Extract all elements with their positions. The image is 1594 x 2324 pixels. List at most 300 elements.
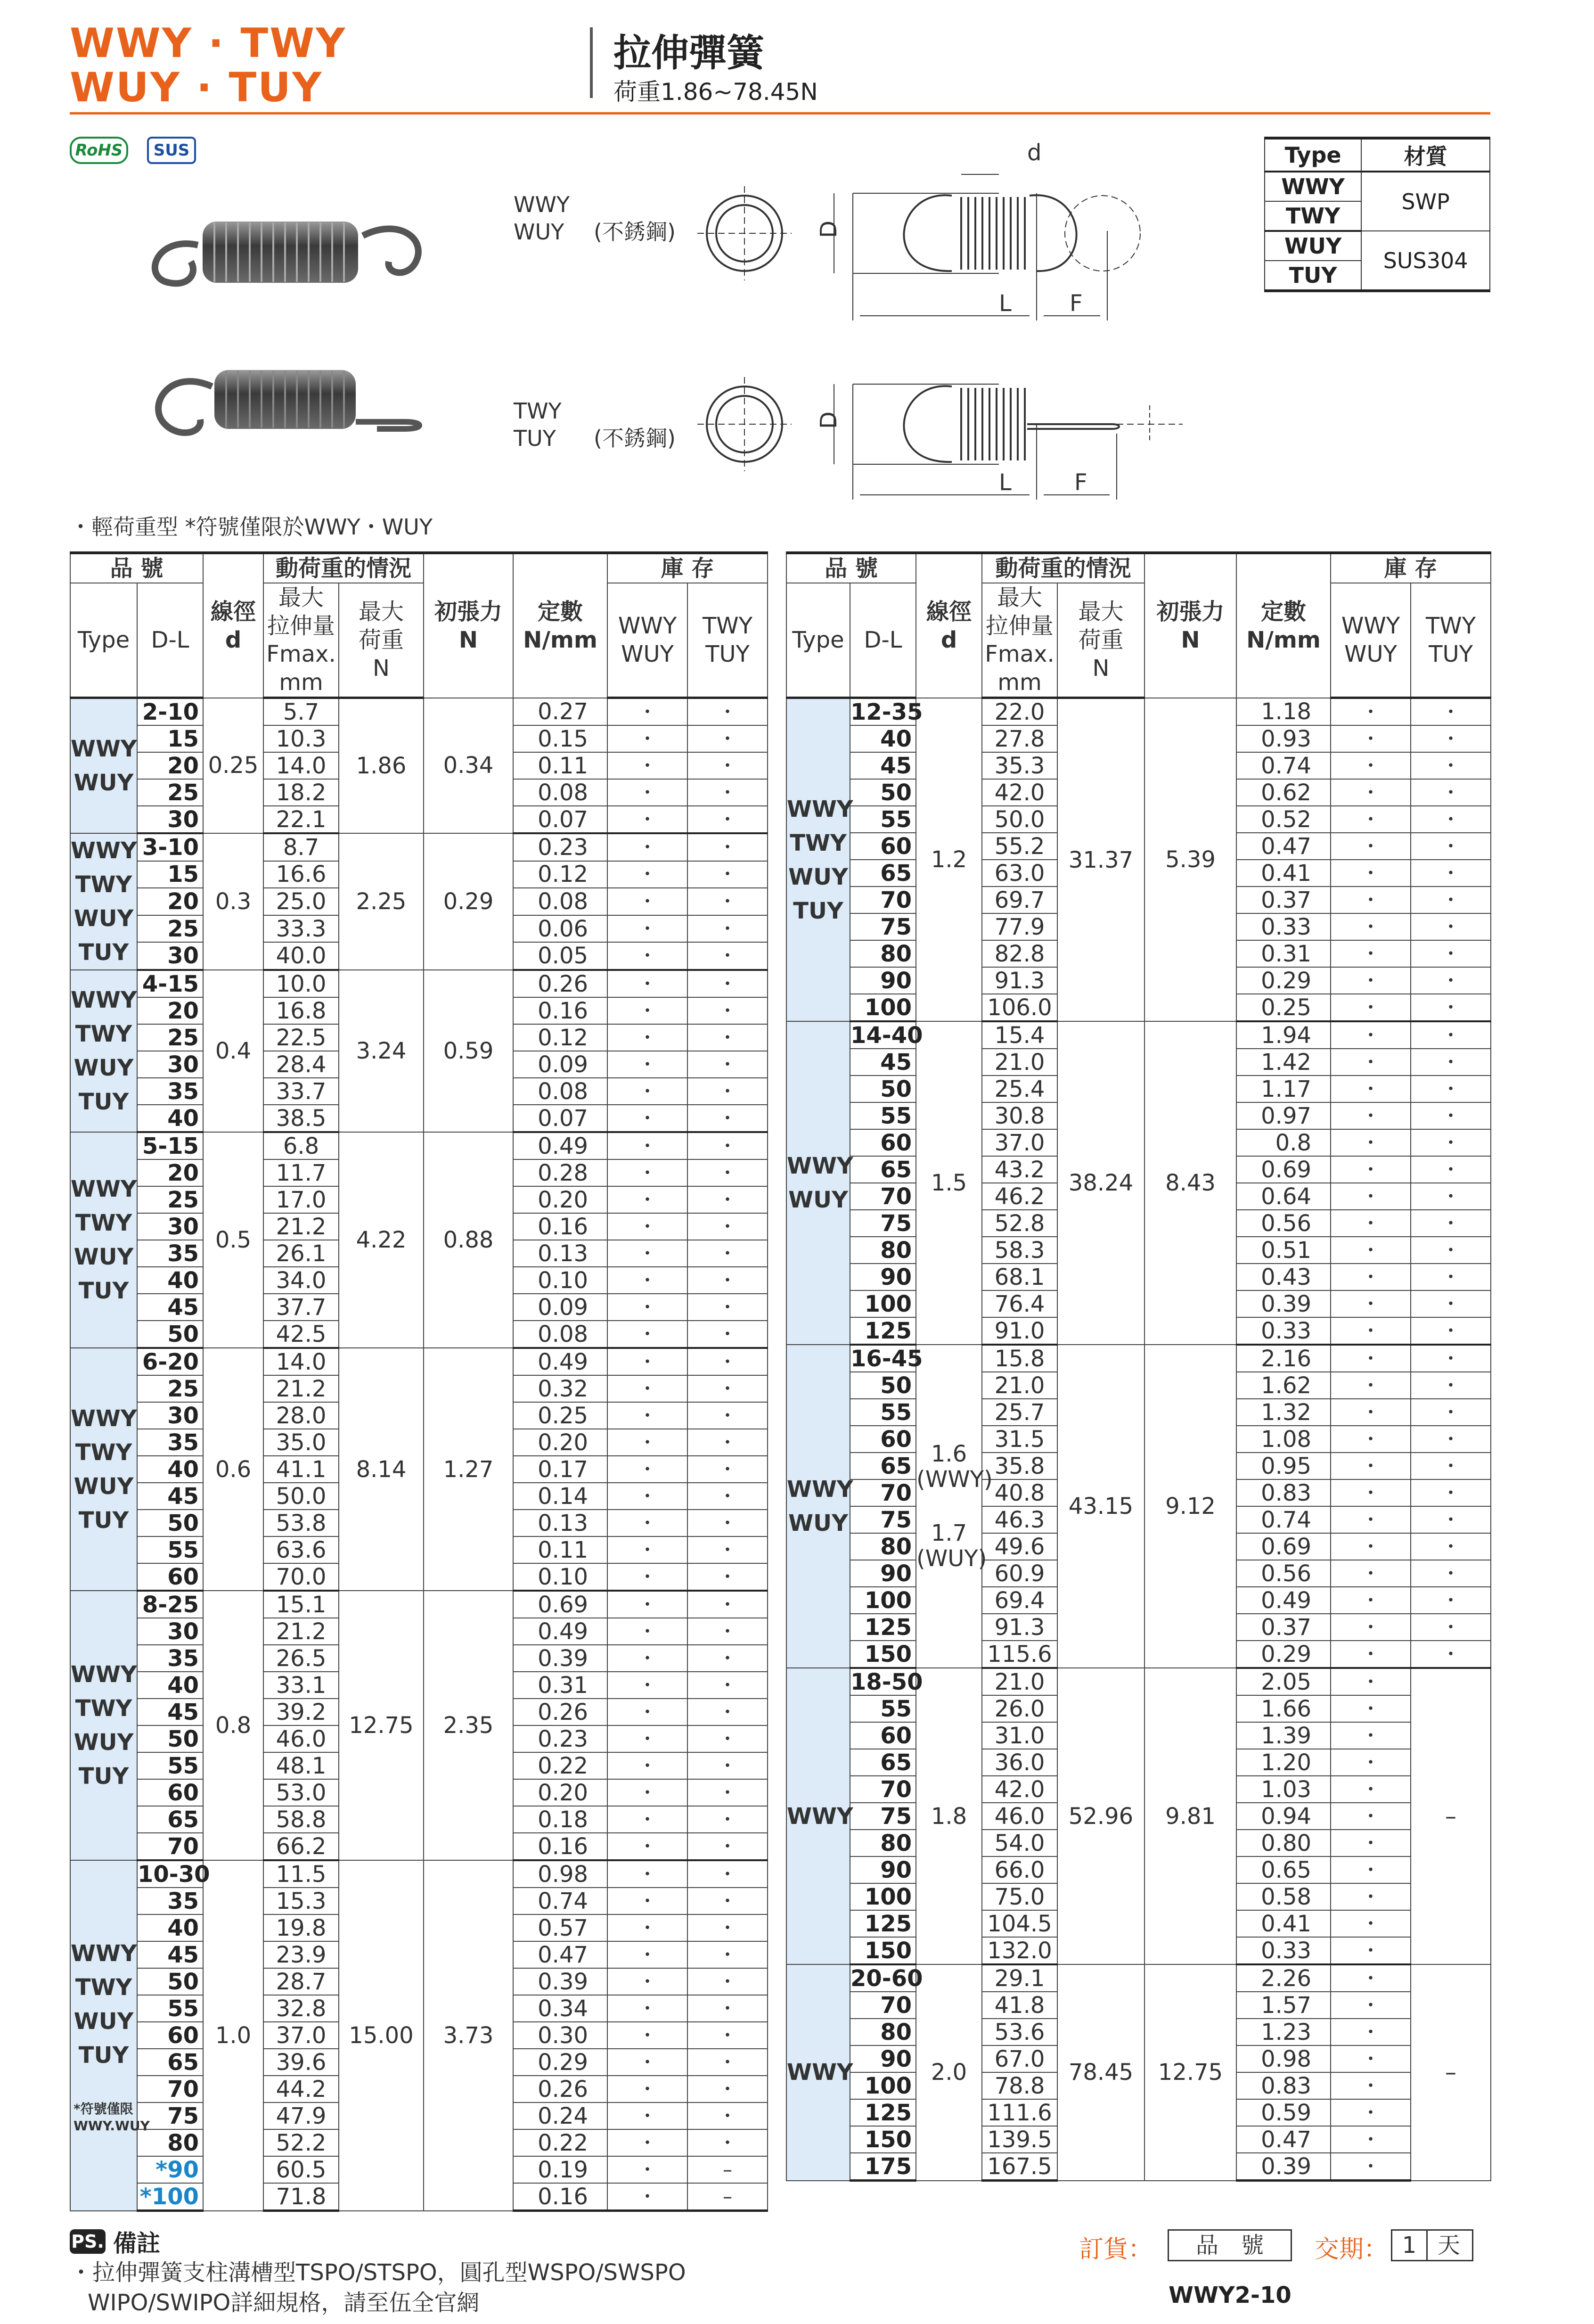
constant-cell: 1.20	[1236, 1749, 1331, 1776]
dl-cell: 25	[137, 1186, 203, 1213]
header-fmax: 最大 拉伸量 Fmax. mm	[982, 583, 1057, 698]
dl-cell: 20	[137, 888, 203, 915]
fmax-cell: 25.4	[982, 1076, 1057, 1102]
constant-cell: 0.12	[513, 861, 607, 888]
fmax-cell: 41.8	[982, 1992, 1057, 2019]
stock-wwy-cell: ・	[1331, 2153, 1411, 2181]
constant-cell: 0.49	[1236, 1587, 1331, 1614]
constant-cell: 0.74	[1236, 1506, 1331, 1533]
stock-twy-cell: ・	[687, 1941, 768, 1968]
material-table	[1264, 137, 1490, 292]
wire-dia-cell	[203, 1348, 263, 1591]
constant-cell: 0.49	[513, 1348, 607, 1375]
dl-cell: 60	[850, 1129, 916, 1156]
fmax-cell: 63.6	[263, 1536, 339, 1563]
stock-wwy-cell: ・	[607, 1725, 687, 1752]
wire-dia: 0.3	[215, 888, 252, 915]
stock-twy-cell: ・	[1411, 1399, 1491, 1426]
spring-photo-double-hook	[137, 207, 443, 302]
dl-cell: 15	[137, 861, 203, 888]
type-label: WUY	[74, 1729, 134, 1756]
stock-twy-cell: ・	[687, 1672, 768, 1699]
constant-cell: 1.08	[1236, 1426, 1331, 1453]
stock-twy-cell: ・	[687, 1752, 768, 1779]
constant-cell: 0.59	[1236, 2099, 1331, 2126]
dl-cell: 125	[850, 1317, 916, 1345]
constant-cell: 0.07	[513, 806, 607, 833]
fmax-cell: 40.0	[263, 942, 339, 970]
constant-cell: 0.11	[513, 752, 607, 779]
constant-cell: 0.08	[513, 888, 607, 915]
wire-dia-cell	[916, 1345, 993, 1668]
constant-cell: 1.03	[1236, 1776, 1331, 1803]
constant-cell: 0.52	[1236, 806, 1331, 833]
stock-wwy-cell: ・	[607, 2129, 687, 2156]
stock-wwy-cell: ・	[607, 1051, 687, 1078]
stock-wwy-cell: ・	[607, 725, 687, 752]
max-load-cell: 8.14	[339, 1348, 424, 1591]
table-row	[70, 1132, 768, 1159]
stock-wwy-cell: ・	[607, 1240, 687, 1267]
stock-twy-cell: ・	[687, 1510, 768, 1536]
dl-cell: 65	[137, 1806, 203, 1833]
stock-twy-cell: ・	[687, 2076, 768, 2102]
stock-wwy-cell: ・	[1331, 1102, 1411, 1129]
dl-cell: 65	[850, 1749, 916, 1776]
constant-cell: 0.98	[513, 1860, 607, 1888]
fmax-cell: 35.8	[982, 1453, 1057, 1479]
constant-cell: 0.10	[513, 1563, 607, 1591]
constant-cell: 0.64	[1236, 1183, 1331, 1210]
type-label: TWY	[790, 829, 847, 856]
constant-cell: 0.98	[1236, 2045, 1331, 2072]
stock-twy-cell: ・	[1411, 887, 1491, 913]
dim-D-2: D	[816, 411, 842, 429]
stock-wwy-cell: ・	[607, 2102, 687, 2129]
dim-F-2: F	[1074, 469, 1087, 496]
stock-wwy-cell: ・	[1331, 1695, 1411, 1722]
type-cell	[70, 970, 137, 1132]
stock-twy-cell: ・	[1411, 1641, 1491, 1668]
stock-wwy-cell: ・	[1331, 1856, 1411, 1883]
stock-twy-cell: ・	[687, 1483, 768, 1510]
dl-cell: 65	[850, 1156, 916, 1183]
type-label: WWY	[71, 838, 137, 864]
dim-L: L	[999, 290, 1012, 317]
stock-wwy-cell: ・	[607, 1833, 687, 1860]
stock-twy-cell: ・	[687, 1563, 768, 1591]
stock-wwy-cell: ・	[1331, 1372, 1411, 1399]
lead-time-unit: 天	[1426, 2229, 1473, 2261]
stock-twy-cell: ・	[1411, 1587, 1491, 1614]
fmax-cell: 41.1	[263, 1456, 339, 1483]
stock-twy-cell: ・	[687, 1186, 768, 1213]
type-label: WWY	[71, 1661, 137, 1688]
fmax-cell: 48.1	[263, 1752, 339, 1779]
constant-cell: 0.65	[1236, 1856, 1331, 1883]
fmax-cell: 22.0	[982, 698, 1057, 726]
dl-cell: 25	[137, 1024, 203, 1051]
stock-twy-cell: ・	[1411, 1345, 1491, 1372]
stock-wwy-cell: ・	[607, 1536, 687, 1563]
material-type: WUY	[1265, 231, 1361, 261]
stock-twy-cell: ・	[1411, 994, 1491, 1021]
fmax-cell: 16.8	[263, 997, 339, 1024]
constant-cell: 2.05	[1236, 1668, 1331, 1695]
fmax-cell: 32.8	[263, 1995, 339, 2022]
stock-twy-cell: ・	[687, 970, 768, 997]
dl-cell: 90	[850, 1264, 916, 1290]
stock-twy-cell: ・	[687, 1699, 768, 1725]
stock-wwy-cell: ・	[607, 2049, 687, 2076]
wire-dia-cell	[203, 1591, 263, 1860]
type-label: WUY	[788, 1510, 848, 1536]
fmax-cell: 58.3	[982, 1237, 1057, 1264]
dl-cell: 3-10	[137, 833, 203, 861]
fmax-cell: 139.5	[982, 2126, 1057, 2153]
stock-wwy-cell: ・	[607, 1941, 687, 1968]
type-label: TUY	[78, 1763, 129, 1790]
dl-cell: 40	[850, 725, 916, 752]
fmax-cell: 28.0	[263, 1402, 339, 1429]
stock-twy-cell: ・	[1411, 1560, 1491, 1587]
table-row	[70, 698, 768, 726]
wire-dia-cell	[203, 970, 263, 1132]
stock-wwy-cell: ・	[1331, 1345, 1411, 1372]
fmax-cell: 53.8	[263, 1510, 339, 1536]
wire-dia: 0.8	[215, 1712, 252, 1739]
material-value: SUS304	[1361, 231, 1490, 291]
dl-cell: 20-60	[850, 1965, 923, 1992]
dl-cell: 6-20	[137, 1348, 203, 1375]
header-divider	[590, 27, 593, 98]
stock-twy-cell: ・	[687, 1914, 768, 1941]
stock-wwy-cell: ・	[1331, 1183, 1411, 1210]
stock-wwy-cell: ・	[1331, 752, 1411, 779]
dl-cell: 35	[137, 1645, 203, 1672]
dl-cell: 55	[137, 1536, 203, 1563]
dl-cell: 75	[850, 1506, 916, 1533]
dl-cell: 45	[137, 1294, 203, 1321]
fmax-cell: 22.1	[263, 806, 339, 833]
stock-twy-cell: ・	[1411, 752, 1491, 779]
stock-twy-cell: ・	[1411, 1210, 1491, 1237]
stock-twy-cell: ・	[1411, 1453, 1491, 1479]
stock-wwy-cell: ・	[607, 1348, 687, 1375]
fmax-cell: 25.7	[982, 1399, 1057, 1426]
stock-twy-cell: ・	[687, 1968, 768, 1995]
constant-cell: 0.12	[513, 1024, 607, 1051]
dl-cell: 30	[137, 1213, 203, 1240]
dl-cell: 100	[850, 994, 916, 1021]
fmax-cell: 5.7	[263, 698, 339, 726]
stock-twy-cell: ・	[687, 1294, 768, 1321]
fmax-cell: 19.8	[263, 1914, 339, 1941]
dl-cell: 40	[137, 1456, 203, 1483]
material-type: WWY	[1265, 172, 1361, 201]
fmax-cell: 11.7	[263, 1159, 339, 1186]
spec-table-left	[70, 551, 768, 2212]
fmax-cell: 69.4	[982, 1587, 1057, 1614]
fmax-cell: 23.9	[263, 1941, 339, 1968]
dl-cell: 30	[137, 1618, 203, 1645]
dl-cell: 80	[850, 2019, 916, 2045]
wire-dia: 1.0	[215, 2022, 252, 2049]
header-wire-dia: 線徑 d	[203, 553, 263, 698]
constant-cell: 0.08	[513, 1321, 607, 1348]
stock-wwy-cell: ・	[1331, 887, 1411, 913]
stock-twy-cell: ・	[1411, 1290, 1491, 1317]
fmax-cell: 10.0	[263, 970, 339, 997]
stock-twy-cell: ・	[687, 1321, 768, 1348]
fmax-cell: 111.6	[982, 2099, 1057, 2126]
stock-twy-cell: ・	[687, 1132, 768, 1159]
stock-twy-cell: ・	[687, 1078, 768, 1105]
constant-cell: 0.47	[513, 1941, 607, 1968]
dl-cell: 4-15	[137, 970, 203, 997]
wire-dia: 2.0	[931, 2059, 967, 2086]
fmax-cell: 37.0	[263, 2022, 339, 2049]
constant-cell: 0.08	[513, 779, 607, 806]
constant-cell: 0.33	[1236, 913, 1331, 940]
constant-cell: 0.15	[513, 725, 607, 752]
type-cell	[786, 1964, 853, 2181]
constant-cell: 0.16	[513, 1213, 607, 1240]
stock-twy-cell: ・	[687, 997, 768, 1024]
constant-cell: 0.56	[1236, 1210, 1331, 1237]
header-stock-wwy: WWY WUY	[1331, 583, 1411, 698]
init-tension-cell: 1.27	[424, 1348, 513, 1591]
header-type: Type	[70, 583, 137, 698]
fmax-cell: 28.7	[263, 1968, 339, 1995]
stock-wwy-cell: ・	[1331, 913, 1411, 940]
table-row	[786, 1964, 1491, 1992]
fmax-cell: 75.0	[982, 1883, 1057, 1910]
fmax-cell: 22.5	[263, 1024, 339, 1051]
init-tension-cell: 9.81	[1144, 1668, 1236, 1964]
type-label: WWY	[787, 2059, 853, 2086]
dl-cell: *90	[137, 2156, 203, 2183]
constant-cell: 0.13	[513, 1240, 607, 1267]
stock-twy-cell: ・	[1411, 1426, 1491, 1453]
stock-twy-cell: ・	[1411, 1183, 1491, 1210]
constant-cell: 0.49	[513, 1618, 607, 1645]
remarks-text	[70, 2258, 686, 2318]
stock-wwy-cell: ・	[607, 1294, 687, 1321]
stock-twy-cell: ・	[687, 2022, 768, 2049]
stock-wwy-cell: ・	[607, 779, 687, 806]
dl-cell: 35	[137, 1078, 203, 1105]
stock-wwy-cell: ・	[607, 833, 687, 861]
wire-dia-note: (WWY)	[916, 1466, 993, 1493]
dl-cell: 80	[137, 2129, 203, 2156]
stock-wwy-cell: ・	[1331, 806, 1411, 833]
material-type: TWY	[1265, 201, 1361, 231]
init-tension-cell: 8.43	[1144, 1021, 1236, 1345]
constant-cell: 0.94	[1236, 1803, 1331, 1830]
stock-wwy-cell: ・	[1331, 1426, 1411, 1453]
series-title	[70, 21, 346, 110]
stock-twy-cell: ・	[1411, 1049, 1491, 1076]
dl-cell: 80	[850, 1237, 916, 1264]
header-dl: D-L	[850, 583, 916, 698]
stock-wwy-cell: ・	[607, 1510, 687, 1536]
stock-twy-cell: ・	[1411, 1076, 1491, 1102]
stock-twy-cell: ・	[687, 1240, 768, 1267]
constant-cell: 0.58	[1236, 1883, 1331, 1910]
dl-cell: 100	[850, 1883, 916, 1910]
dl-cell: 80	[850, 940, 916, 967]
constant-cell: 0.49	[513, 1132, 607, 1159]
stock-wwy-cell: ・	[607, 1078, 687, 1105]
double-hook-drawing	[697, 137, 1216, 335]
fmax-cell: 21.0	[982, 1049, 1057, 1076]
constant-cell: 0.16	[513, 997, 607, 1024]
fmax-cell: 29.1	[982, 1964, 1057, 1992]
stock-wwy-cell: ・	[1331, 1049, 1411, 1076]
constant-cell: 0.22	[513, 2129, 607, 2156]
stock-twy-cell: ・	[687, 698, 768, 726]
dl-cell: 90	[850, 1560, 916, 1587]
dl-cell: 70	[137, 2076, 203, 2102]
fmax-cell: 33.7	[263, 1078, 339, 1105]
stock-twy-cell: ・	[1411, 1506, 1491, 1533]
lead-time-label: 交期：	[1315, 2235, 1389, 2264]
fmax-cell: 42.0	[982, 779, 1057, 806]
type-cell	[70, 1132, 137, 1348]
fmax-cell: 33.1	[263, 1672, 339, 1699]
stock-twy-cell: ・	[1411, 967, 1491, 994]
dl-cell: 35	[137, 1240, 203, 1267]
stock-twy-cell: ・	[1411, 1237, 1491, 1264]
dl-cell: 70	[850, 1183, 916, 1210]
fmax-cell: 10.3	[263, 725, 339, 752]
fmax-cell: 78.8	[982, 2072, 1057, 2099]
type-label: WWY	[787, 1476, 853, 1503]
fmax-cell: 115.6	[982, 1641, 1057, 1668]
dl-cell: 50	[137, 1321, 203, 1348]
constant-cell: 0.39	[513, 1645, 607, 1672]
stock-wwy-cell: ・	[607, 1402, 687, 1429]
dl-cell: 60	[137, 2022, 203, 2049]
fmax-cell: 77.9	[982, 913, 1057, 940]
dl-cell: 65	[137, 2049, 203, 2076]
constant-cell: 0.22	[513, 1752, 607, 1779]
fmax-cell: 39.6	[263, 2049, 339, 2076]
dl-cell: 125	[850, 1614, 916, 1641]
type-cell	[70, 698, 137, 834]
fmax-cell: 58.8	[263, 1806, 339, 1833]
constant-cell: 0.95	[1236, 1453, 1331, 1479]
remarks-line-2: WIPO/SWIPO詳細規格，請至伍全官網	[88, 2290, 480, 2316]
header-wire-dia: 線徑 d	[916, 553, 982, 698]
stock-twy-cell: ・	[687, 861, 768, 888]
diagram-stainless-2: (不銹鋼)	[594, 426, 676, 451]
stock-wwy-cell: ・	[1331, 994, 1411, 1021]
series-line-2: WUY · TUY	[70, 64, 323, 111]
fmax-cell: 16.6	[263, 861, 339, 888]
fmax-cell: 82.8	[982, 940, 1057, 967]
fmax-cell: 26.1	[263, 1240, 339, 1267]
constant-cell: 0.69	[1236, 1156, 1331, 1183]
table-row	[70, 1348, 768, 1375]
constant-cell: 1.17	[1236, 1076, 1331, 1102]
stock-twy-cell: ・	[1411, 1102, 1491, 1129]
dl-cell: 60	[137, 1779, 203, 1806]
fmax-cell: 14.0	[263, 1348, 339, 1375]
stock-twy-cell: ・	[1411, 860, 1491, 887]
constant-cell: 0.27	[513, 698, 607, 726]
stock-wwy-cell: ・	[607, 1563, 687, 1591]
fmax-cell: 60.5	[263, 2156, 339, 2183]
stock-wwy-cell: ・	[1331, 1776, 1411, 1803]
max-load-cell: 1.86	[339, 698, 424, 834]
constant-cell: 1.18	[1236, 698, 1331, 726]
stock-wwy-cell: ・	[1331, 1076, 1411, 1102]
wire-dia-cell	[916, 1964, 982, 2181]
dl-cell: 15	[137, 725, 203, 752]
fmax-cell: 67.0	[982, 2045, 1057, 2072]
stock-twy-cell: –	[687, 2183, 768, 2211]
stock-wwy-cell: ・	[1331, 860, 1411, 887]
dl-cell: 65	[850, 860, 916, 887]
stock-wwy-cell: ・	[1331, 1399, 1411, 1426]
constant-cell: 0.34	[513, 1995, 607, 2022]
header-stock-wwy: WWY WUY	[607, 583, 687, 698]
wire-dia-cell	[916, 698, 982, 1022]
constant-cell: 0.39	[1236, 2153, 1331, 2181]
dl-cell: 50	[850, 779, 916, 806]
stock-twy-cell: ・	[1411, 1021, 1491, 1049]
stock-wwy-cell: ・	[607, 2183, 687, 2211]
page-number: WWY2-10	[1169, 2282, 1292, 2308]
dl-cell: 20	[137, 1159, 203, 1186]
stock-wwy-cell: ・	[607, 1672, 687, 1699]
dl-cell: 35	[137, 1888, 203, 1914]
fmax-cell: 8.7	[263, 833, 339, 861]
wire-dia-2: 1.7	[931, 1520, 967, 1546]
constant-cell: 0.19	[513, 2156, 607, 2183]
fmax-cell: 46.0	[263, 1725, 339, 1752]
constant-cell: 0.74	[513, 1888, 607, 1914]
stock-twy-cell: ・	[687, 806, 768, 833]
dl-cell: 40	[137, 1914, 203, 1941]
diagram-stainless-1: (不銹鋼)	[594, 219, 676, 245]
constant-cell: 0.18	[513, 1806, 607, 1833]
header-spring-constant: 定數 N/mm	[1236, 553, 1331, 698]
stock-wwy-cell: ・	[607, 1456, 687, 1483]
dl-cell: 45	[850, 1049, 916, 1076]
stock-wwy-cell: ・	[607, 915, 687, 943]
wire-dia-cell	[203, 698, 263, 834]
stock-twy-cell: ・	[687, 1888, 768, 1914]
stock-wwy-cell: ・	[1331, 1722, 1411, 1749]
stock-wwy-cell: ・	[607, 1024, 687, 1051]
constant-cell: 0.37	[1236, 887, 1331, 913]
dl-cell: 75	[850, 913, 916, 940]
init-tension-cell: 2.35	[424, 1591, 513, 1860]
dl-cell: 75	[850, 1803, 916, 1830]
fmax-cell: 91.3	[982, 967, 1057, 994]
constant-cell: 0.80	[1236, 1830, 1331, 1856]
dl-cell: 45	[137, 1699, 203, 1725]
type-label: WUY	[74, 2008, 134, 2035]
type-label: WUY	[788, 1187, 848, 1213]
stock-wwy-cell: ・	[607, 1429, 687, 1456]
stock-wwy-cell: ・	[607, 1132, 687, 1159]
stock-wwy-cell: ・	[607, 2022, 687, 2049]
stock-wwy-cell: ・	[607, 1806, 687, 1833]
